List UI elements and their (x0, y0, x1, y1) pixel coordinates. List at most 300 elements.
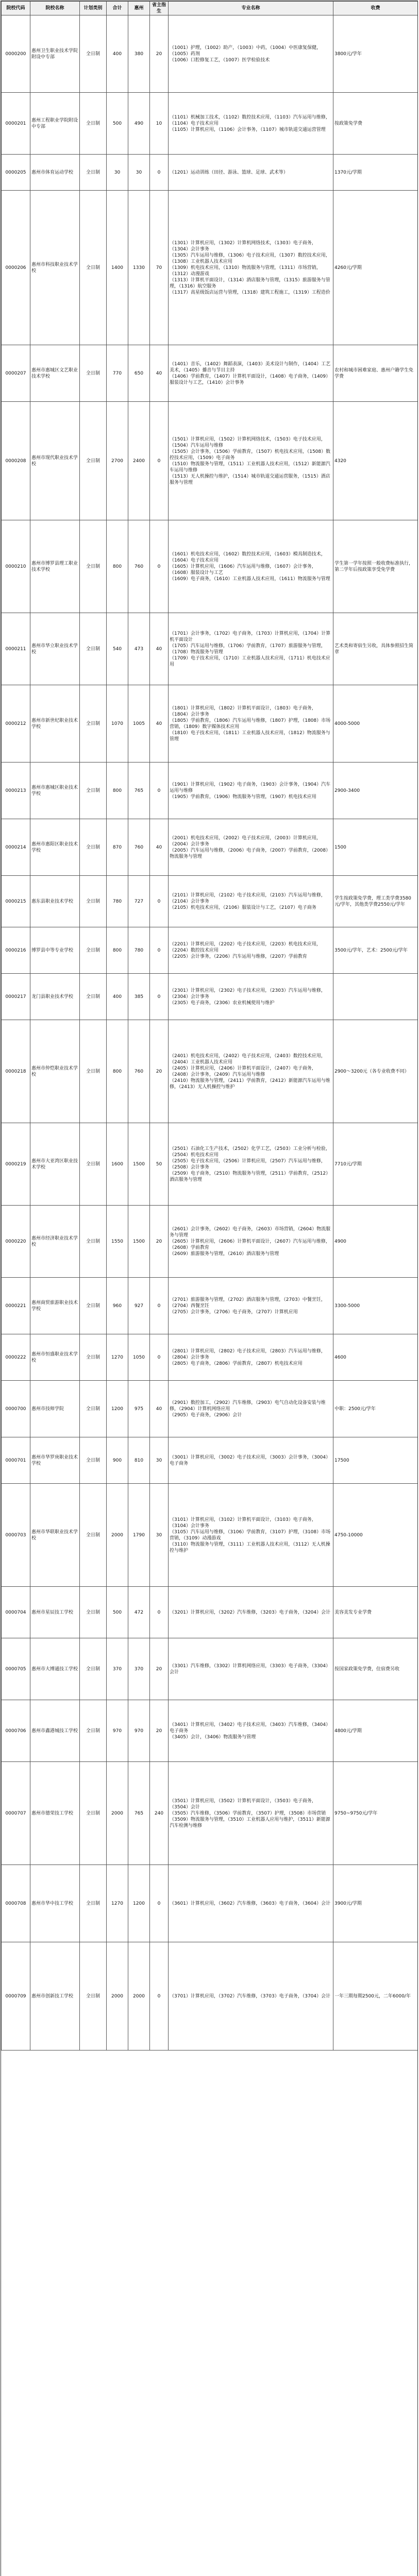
huizhou-count: 1500 (128, 1123, 150, 1206)
school-name: 惠州市星辰技工学校 (30, 1587, 80, 1638)
header-code: 院校代码 (2, 2, 30, 15)
school-name: 惠州市惠城区职业技术学校 (30, 762, 80, 819)
plan-category: 全日制 (80, 1587, 107, 1638)
major-line: （3501）计算机应用，（3502）计算机平面设计，（3503）电子商务，（3504）会计 (170, 1798, 316, 1810)
majors-list (169, 1437, 333, 1484)
plan-category: 全日制 (80, 876, 107, 927)
school-name: 惠州市体育运动学校 (30, 155, 80, 191)
plan-category: 全日制 (80, 520, 107, 613)
school-code: 0000211 (2, 613, 30, 685)
plan-category: 全日制 (80, 819, 107, 876)
sheng-count: 240 (150, 1762, 169, 1865)
fee: 4600 (333, 1334, 418, 1381)
fee: 4260元/学期 (333, 191, 418, 345)
school-name: 惠东县职业技术学校 (30, 876, 80, 927)
major-line: （1905）学前教育，（1906）物流服务与管理，（1907）机电技术应用 (170, 794, 316, 800)
school-code: 0000205 (2, 155, 30, 191)
header-huizhou: 惠州 (128, 2, 150, 15)
plan-category: 全日制 (80, 191, 107, 345)
major-line: （1501）计算机应用，（1502）计算机网络技术，（1503）电子技术应用，（1504）汽车运用与维修 (170, 436, 326, 448)
huizhou-count: 810 (128, 1437, 150, 1484)
majors-list (169, 685, 333, 762)
sheng-count: 30 (150, 1484, 169, 1587)
school-code: 0000216 (2, 927, 30, 974)
major-line: （1709）电子技术应用，（1710）工业机器人技术应用，（1711）机电技术应用 (170, 655, 330, 667)
school-name: 龙门县职业技术学校 (30, 974, 80, 1020)
school-code: 0000212 (2, 685, 30, 762)
total-count: 30 (107, 155, 128, 191)
sheng-count: 10 (150, 93, 169, 155)
school-name: 惠州市现代职业技术学校 (30, 402, 80, 520)
fee: 学生第一学年按照一般收费标准执行，第二学年后按政策享受免学费 (333, 520, 418, 613)
school-name: 惠州卫生职业技术学院附设中专部 (30, 15, 80, 93)
huizhou-count: 490 (128, 93, 150, 155)
sheng-count: 40 (150, 345, 169, 402)
major-line: （2201）计算机应用，（2202）电子技术应用，（2203）机电技术应用，（2204）数控技术应用 (170, 941, 321, 953)
major-line: （1001）护理，（1002）助产，（1003）中药，（1004）中医康复保健，（1005）药剂 (170, 45, 322, 57)
table-row (2, 1865, 418, 1942)
school-code: 0000208 (2, 402, 30, 520)
major-line: （2601）会计事务，（2602）电子商务，（2603）市场营销，（2604）物流服务与管理 (170, 1226, 331, 1238)
majors-list (169, 155, 333, 191)
plan-category: 全日制 (80, 1942, 107, 2050)
sheng-count: 0 (150, 155, 169, 191)
huizhou-count: 370 (128, 1638, 150, 1700)
fee: 2900～3200元（各专业收费不同） (333, 1020, 418, 1123)
huizhou-count: 760 (128, 819, 150, 876)
fee: 按国家政策免学费，住宿费另收 (333, 1638, 418, 1700)
major-line: （1401）音乐，（1402）舞蹈表演，（1403）美术设计与制作，（1404）工艺美术，（1405）播音与节目主持 (170, 361, 331, 373)
huizhou-count: 1200 (128, 1865, 150, 1942)
huizhou-count: 927 (128, 1278, 150, 1334)
majors-list (169, 345, 333, 402)
table-row (2, 1381, 418, 1437)
plan-category: 全日制 (80, 1020, 107, 1123)
major-line: （1505）会计事务，（1506）学前教育，（1507）机电技术应用，（1508）数控技术应用，（1509）电子商务 (170, 449, 331, 461)
sheng-count: 0 (150, 1942, 169, 2050)
school-name: 惠州市博罗县理工职业技术学校 (30, 520, 80, 613)
major-line: （3101）计算机应用，（3102）计算机平面设计，（3103）电子商务，（3104）会计事务 (170, 1517, 316, 1529)
sheng-count: 40 (150, 685, 169, 762)
major-line: （1513）无人机操控与维护，（1514）城市轨道交通运营服务，（1515）酒店服务与管理 (170, 473, 330, 485)
total-count: 500 (107, 1587, 128, 1638)
plan-category: 全日制 (80, 974, 107, 1020)
total-count: 2000 (107, 1484, 128, 1587)
sheng-count: 20 (150, 1700, 169, 1762)
total-count: 960 (107, 1278, 128, 1334)
sheng-count: 0 (150, 974, 169, 1020)
major-line: （1810）电子技术应用，（1811）工业机器人技术应用，（1812）物流服务与管理 (170, 730, 330, 742)
sheng-count: 0 (150, 402, 169, 520)
majors-list (169, 1381, 333, 1437)
plan-category: 全日制 (80, 1484, 107, 1587)
school-name: 惠州市德荣技工学校 (30, 1762, 80, 1865)
fee: 2900-3400 (333, 762, 418, 819)
total-count: 2000 (107, 1762, 128, 1865)
major-line: （2205）会计事务，（2206）汽车运用与维修，（2207）学前教育 (170, 954, 307, 959)
huizhou-count: 2000 (128, 1942, 150, 2050)
total-count: 1070 (107, 685, 128, 762)
school-name: 惠州市大亚湾区职业技术学校 (30, 1123, 80, 1206)
major-line: （2405）计算机应用，（2406）计算机平面设计，（2407）电子商务，（2408）会计事务，（2409）汽车运用与维修 (170, 1065, 316, 1077)
sheng-count: 0 (150, 1865, 169, 1942)
school-code: 0000700 (2, 1381, 30, 1437)
major-line: （1605）计算机应用，（1606）汽车运用与维修，（1607）会计事务，（1608）服装设计与工艺 (170, 564, 316, 575)
major-line: （2410）物流服务与管理，（2411）学前教育，（2412）新能源汽车运用与维修，（2413）无人机操控与维护 (170, 1078, 330, 1090)
fee: 中职：2500元/学年 (333, 1381, 418, 1437)
plan-category: 全日制 (80, 402, 107, 520)
major-line: （1609）电子商务，（1610）工业机器人技术应用，（1611）物流服务与管理 (170, 576, 330, 582)
majors-list (169, 819, 333, 876)
fee: 农村和城市困难家庭、惠州户籍学生免学费 (333, 345, 418, 402)
school-name: 惠州市创新技工学校 (30, 1942, 80, 2050)
sheng-count: 0 (150, 927, 169, 974)
major-line: （1801）计算机应用，（1802）计算机平面设计，（1803）电子商务，（1804）会计事务 (170, 705, 316, 717)
total-count: 800 (107, 927, 128, 974)
plan-category: 全日制 (80, 613, 107, 685)
major-line: （3505）汽车维修，（3506）学前教育，（3507）护理，（3508）市场营销 (170, 1810, 326, 1816)
majors-list (169, 402, 333, 520)
huizhou-count: 650 (128, 345, 150, 402)
major-line: （1601）机电技术应用，（1602）数控技术应用，（1603）模具制造技术，（1604）电子技术应用 (170, 551, 326, 563)
fee: 4320 (333, 402, 418, 520)
majors-list (169, 762, 333, 819)
plan-category: 全日制 (80, 1638, 107, 1700)
sheng-count: 30 (150, 1437, 169, 1484)
total-count: 800 (107, 1020, 128, 1123)
header-fee: 收费 (333, 2, 418, 15)
major-line: （2609）旅游服务与管理，（2610）酒店服务与管理 (170, 1251, 279, 1257)
huizhou-count: 970 (128, 1700, 150, 1762)
table-body (2, 15, 418, 2050)
table-row (2, 974, 418, 1020)
sheng-count: 0 (150, 762, 169, 819)
table-row (2, 613, 418, 685)
sheng-count: 0 (150, 1334, 169, 1381)
majors-list (169, 1942, 333, 2050)
sheng-count: 50 (150, 1123, 169, 1206)
table-row (2, 345, 418, 402)
major-line: （2805）电子商务，（2806）学前教育，（2807）机电技术应用 (170, 1361, 303, 1366)
majors-list (169, 1700, 333, 1762)
plan-category: 全日制 (80, 1437, 107, 1484)
total-count: 1270 (107, 1334, 128, 1381)
major-line: （1201）运动训练（田径、游泳、篮球、足球、武术等） (170, 170, 288, 175)
major-line: （1901）计算机应用，（1902）电子商务，（1903）会计事务，（1904）汽车运用与维修 (170, 782, 331, 793)
majors-list (169, 520, 333, 613)
total-count: 1600 (107, 1123, 128, 1206)
plan-category: 全日制 (80, 1334, 107, 1381)
major-line: （3001）计算机应用，（3002）电子技术应用，（3003）会计事务，（3004）电子商务 (170, 1454, 331, 1466)
majors-list (169, 15, 333, 93)
major-line: （3301）汽车维修，（3302）计算机网络应用，（3303）电子商务，（3304）会计 (170, 1663, 331, 1675)
huizhou-count: 1500 (128, 1206, 150, 1278)
major-line: （1309）机电技术应用，（1310）物流服务与管理，（1311）市场营销，（1312）动漫游戏 (170, 265, 321, 277)
total-count: 370 (107, 1638, 128, 1700)
fee: 4900 (333, 1206, 418, 1278)
table-row (2, 1484, 418, 1587)
huizhou-count: 975 (128, 1381, 150, 1437)
total-count: 970 (107, 1700, 128, 1762)
table-row (2, 1942, 418, 2050)
major-line: （2901）数控加工，（2902）汽车维修，（2903）电气自动化设备安装与维修，（2904）计算机网络应用 (170, 1400, 326, 1412)
school-name: 博罗县中等专业学校 (30, 927, 80, 974)
total-count: 900 (107, 1437, 128, 1484)
majors-list (169, 876, 333, 927)
plan-category: 全日制 (80, 1381, 107, 1437)
major-line: （1510）物流服务与管理，（1511）工业机器人技术应用，（1512）新能源汽车运用与维修 (170, 461, 330, 473)
major-line: （2001）机电技术应用，（2002）电子技术应用，（2003）计算机应用，（2004）会计事务 (170, 835, 321, 847)
plan-category: 全日制 (80, 1278, 107, 1334)
majors-list (169, 1334, 333, 1381)
total-count: 2700 (107, 402, 128, 520)
total-count: 870 (107, 819, 128, 876)
huizhou-count: 780 (128, 927, 150, 974)
major-line: （1006）口腔修复工艺，（1007）医学检验技术 (170, 57, 270, 63)
major-line: （2509）电子商务，（2510）物流服务与管理，（2511）学前教育，（2512）酒店服务与管理 (170, 1171, 331, 1182)
majors-list (169, 927, 333, 974)
major-line: （1701）会计事务，（1702）电子商务，（1703）计算机应用，（1704）计算机平面设计 (170, 631, 331, 642)
total-count: 540 (107, 613, 128, 685)
table-row (2, 1123, 418, 1206)
fee: 1370元/学期 (333, 155, 418, 191)
huizhou-count: 760 (128, 520, 150, 613)
total-count: 500 (107, 93, 128, 155)
header-majors: 专业名称 (169, 2, 333, 15)
school-code: 0000701 (2, 1437, 30, 1484)
school-name: 惠州商贸旅游职业技术学校 (30, 1278, 80, 1334)
major-line: （1317）高星级饭店运营与管理，（1318）建筑工程施工，（1319）工程造价 (170, 290, 330, 295)
school-name: 惠州市华罗庚职业技术学校 (30, 1437, 80, 1484)
table-row (2, 15, 418, 93)
plan-category: 全日制 (80, 1123, 107, 1206)
huizhou-count: 472 (128, 1587, 150, 1638)
total-count: 400 (107, 15, 128, 93)
plan-category: 全日制 (80, 762, 107, 819)
school-name: 惠州市经济职业技术学校 (30, 1206, 80, 1278)
header-category: 计划类别 (80, 2, 107, 15)
school-code: 0000206 (2, 191, 30, 345)
huizhou-count: 30 (128, 155, 150, 191)
school-code: 0000201 (2, 93, 30, 155)
major-line: （3405）会计，（3406）物流服务与管理 (170, 1734, 256, 1740)
total-count: 2000 (107, 1942, 128, 2050)
major-line: （2605）计算机应用，（2606）计算机平面设计，（2607）汽车运用与维修，（2608）学前教育 (170, 1239, 330, 1250)
school-code: 0000705 (2, 1638, 30, 1700)
major-line: （2705）会计事务，（2706）电子商务，（2707）计算机应用 (170, 1309, 298, 1315)
major-line: （1313）计算机平面设计，（1314）酒店服务与管理，（1315）旅游服务与管理，（1316）航空服务 (170, 277, 330, 289)
sheng-count: 20 (150, 1020, 169, 1123)
plan-category: 全日制 (80, 927, 107, 974)
major-line: （1305）汽车运用与维修，（1306）电子技术应用，（1307）数控技术应用，（1308）工业机器人技术应用 (170, 252, 330, 264)
sheng-count: 0 (150, 1278, 169, 1334)
school-name: 惠州市仲恺职业技术学校 (30, 1020, 80, 1123)
plan-category: 全日制 (80, 1762, 107, 1865)
table-row (2, 1638, 418, 1700)
fee: 3800元/学年 (333, 15, 418, 93)
school-name: 惠州市恒盛职业技术学校 (30, 1334, 80, 1381)
majors-list (169, 1762, 333, 1865)
fee: 7710元/学期 (333, 1123, 418, 1206)
fee: 美容美发专业学费 (333, 1587, 418, 1638)
school-code: 0000708 (2, 1865, 30, 1942)
table-row (2, 927, 418, 974)
majors-list (169, 1206, 333, 1278)
fee: 学生按政策免学费，理工类学费3580元/学年，其他类学费2550元/学年 (333, 876, 418, 927)
fee: 3900元/学期 (333, 1865, 418, 1942)
admission-plan-table (1, 1, 418, 2050)
school-code: 0000703 (2, 1484, 30, 1587)
school-code: 0000220 (2, 1206, 30, 1278)
total-count: 800 (107, 520, 128, 613)
major-line: （3401）计算机应用，（3402）电子技术应用，（3403）汽车维修，（3404）电子商务 (170, 1722, 331, 1734)
school-code: 0000215 (2, 876, 30, 927)
major-line: （3509）物流服务与管理，（3510）工业机器人应用与维护，（3511）新能源汽车检测与维修 (170, 1817, 330, 1828)
majors-list (169, 1587, 333, 1638)
major-line: （3105）汽车运用与维修，（3106）学前教育，（3107）护理，（3108）市场营销，（3109）动漫游戏 (170, 1529, 331, 1541)
fee: 17500 (333, 1437, 418, 1484)
major-line: （2005）汽车运用与维修，（2006）电子商务，（2007）学前教育，（2008）物流服务与管理 (170, 848, 331, 859)
major-line: （2905）电子商务，（2906）会计 (170, 1412, 242, 1418)
school-name: 惠州市惠阳区职业技术学校 (30, 819, 80, 876)
huizhou-count: 760 (128, 1020, 150, 1123)
fee: 9750~9750元/学年 (333, 1762, 418, 1865)
school-code: 0000709 (2, 1942, 30, 2050)
sheng-count: 0 (150, 1587, 169, 1638)
total-count: 1270 (107, 1865, 128, 1942)
huizhou-count: 727 (128, 876, 150, 927)
sheng-count: 0 (150, 520, 169, 613)
major-line: （3701）计算机应用，（3702）汽车维修，（3703）电子商务，（3704）会计 (170, 1993, 331, 1999)
fee: 3500元/学年，艺术：2500元/学年 (333, 927, 418, 974)
huizhou-count: 1005 (128, 685, 150, 762)
table-row (2, 1587, 418, 1638)
major-line: （2401）机电技术应用，（2402）电子技术应用，（2403）数控技术应用，（2404）工业机器人技术应用 (170, 1053, 326, 1065)
fee: 艺术类和寄宿生另收，具体参照招生简章 (333, 613, 418, 685)
major-line: （3110）物流服务与管理，（3111）工业机器人技术应用，（3112）无人机操控与维护 (170, 1541, 330, 1553)
majors-list (169, 93, 333, 155)
major-line: （2801）计算机应用，（2802）电子技术应用，（2803）汽车运用与维修，（2804）会计事务 (170, 1348, 326, 1360)
table-row (2, 685, 418, 762)
sheng-count: 40 (150, 819, 169, 876)
major-line: （2301）计算机应用，（2302）电子技术应用，（2303）汽车运用与维修，（2304）会计事务 (170, 988, 326, 999)
table-row (2, 876, 418, 927)
huizhou-count: 765 (128, 1762, 150, 1865)
school-name: 惠州市华联职业技术学校 (30, 1484, 80, 1587)
school-name: 惠州市技师学院 (30, 1381, 80, 1437)
table-row (2, 155, 418, 191)
major-line: （1705）汽车运用与维修，（1706）学前教育，（1707）旅游服务与管理，（1708）物流服务与管理 (170, 643, 326, 655)
plan-category: 全日制 (80, 1700, 107, 1762)
sheng-count: 0 (150, 876, 169, 927)
plan-category: 全日制 (80, 1865, 107, 1942)
school-code: 0000200 (2, 15, 30, 93)
huizhou-count: 1330 (128, 191, 150, 345)
school-name: 惠州市新世纪职业技术学校 (30, 685, 80, 762)
header-school-name: 院校名称 (30, 2, 80, 15)
table-row (2, 520, 418, 613)
fee: 4800元/学期 (333, 1700, 418, 1762)
plan-category: 全日制 (80, 345, 107, 402)
table-header-row (2, 2, 418, 15)
majors-list (169, 1484, 333, 1587)
plan-category: 全日制 (80, 93, 107, 155)
school-code: 0000217 (2, 974, 30, 1020)
major-line: （1105）计算机应用，（1106）会计事务，（1107）城市轨道交通运营管理 (170, 127, 326, 132)
majors-list (169, 613, 333, 685)
major-line: （2505）电子技术应用，（2506）计算机应用，（2507）汽车运用与维修，（2508）会计事务 (170, 1158, 326, 1170)
header-total: 合计 (107, 2, 128, 15)
total-count: 1400 (107, 191, 128, 345)
school-code: 0000222 (2, 1334, 30, 1381)
majors-list (169, 1638, 333, 1700)
huizhou-count: 765 (128, 762, 150, 819)
plan-category: 全日制 (80, 15, 107, 93)
huizhou-count: 385 (128, 974, 150, 1020)
sheng-count: 20 (150, 1206, 169, 1278)
huizhou-count: 1050 (128, 1334, 150, 1381)
majors-list (169, 1278, 333, 1334)
huizhou-count: 380 (128, 15, 150, 93)
table-row (2, 819, 418, 876)
majors-list (169, 974, 333, 1020)
fee (333, 974, 418, 1020)
school-name: 惠州市大博通技工学校 (30, 1638, 80, 1700)
fee: 按政策免学费 (333, 93, 418, 155)
major-line: （3201）计算机应用，（3202）汽车维修，（3203）电子商务，（3204）会计 (170, 1609, 331, 1615)
table-row (2, 1278, 418, 1334)
school-name: 惠州市鑫港城技工学校 (30, 1700, 80, 1762)
huizhou-count: 473 (128, 613, 150, 685)
majors-list (169, 1020, 333, 1123)
school-code: 0000214 (2, 819, 30, 876)
major-line: （2305）电子商务，（2306）农业机械使用与维护 (170, 1000, 275, 1006)
school-code: 0000706 (2, 1700, 30, 1762)
sheng-count: 40 (150, 613, 169, 685)
table-row (2, 1206, 418, 1278)
total-count: 1200 (107, 1381, 128, 1437)
major-line: （2101）计算机应用，（2102）电子技术应用，（2103）汽车运用与维修，（2104）会计事务 (170, 892, 326, 904)
fee: 3300-5000 (333, 1278, 418, 1334)
sheng-count: 70 (150, 191, 169, 345)
major-line: （2501）石油化工生产技术，（2502）化学工艺，（2503）工业分析与检验，（2504）机电技术应用 (170, 1146, 330, 1158)
school-code: 0000210 (2, 520, 30, 613)
total-count: 800 (107, 762, 128, 819)
fee: 4000-5000 (333, 685, 418, 762)
school-name: 惠州市华中技工学校 (30, 1865, 80, 1942)
major-line: （1406）学前教育，（1407）计算机平面设计，（1408）电子商务，（1409）服装设计与工艺，（1410）会计事务 (170, 374, 331, 385)
table-row (2, 1334, 418, 1381)
total-count: 1550 (107, 1206, 128, 1278)
school-code: 0000219 (2, 1123, 30, 1206)
fee: 1500 (333, 819, 418, 876)
majors-list (169, 1123, 333, 1206)
table-row (2, 1437, 418, 1484)
sheng-count: 20 (150, 1638, 169, 1700)
total-count: 770 (107, 345, 128, 402)
fee: 一年三期每期2500元，二年6000/年 (333, 1942, 418, 2050)
plan-category: 全日制 (80, 155, 107, 191)
plan-category: 全日制 (80, 685, 107, 762)
major-line: （1301）计算机应用，（1302）计算机网络技术，（1303）电子商务，（1304）会计事务 (170, 240, 316, 252)
huizhou-count: 2400 (128, 402, 150, 520)
total-count: 400 (107, 974, 128, 1020)
table-row (2, 1762, 418, 1865)
school-name: 惠州市惠城区文艺职业技术学校 (30, 345, 80, 402)
school-code: 0000213 (2, 762, 30, 819)
sheng-count: 20 (150, 15, 169, 93)
major-line: （2701）旅游服务与管理，（2702）酒店服务与管理，（2703）中餐烹饪，（2704）西餐烹饪 (170, 1297, 326, 1309)
